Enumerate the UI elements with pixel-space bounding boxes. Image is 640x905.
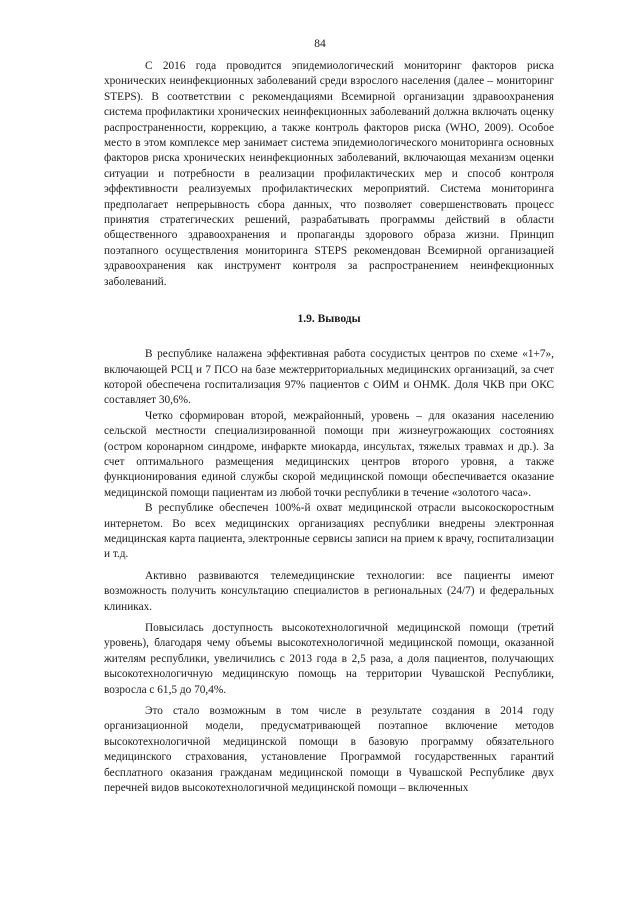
section-heading: 1.9. Выводы <box>297 313 361 326</box>
conclusion-paragraph: Активно развиваются телемедицинские технологии: все пациенты имеют возможность получить консультацию специалистов в региональных (24/7) и федеральных клиниках. <box>104 569 554 613</box>
conclusion-paragraph: В республике налажена эффективная работа сосудистых центров по схеме «1+7», включающей РСЦ и 7 ПСО на базе межтерриториальных медицинских организаций, за счет которой обеспечена госпитализация 97% пациентов с ОИМ и ОНМК. Доля ЧКВ при ОКС составляет 30,6%. <box>104 348 554 407</box>
page-number: 84 <box>314 38 326 50</box>
intro-paragraph: С 2016 года проводится эпидемиологический мониторинг факторов риска хронических неинфекционных заболеваний среди взрослого населения (далее – мониторинг STEPS). В соответствии с рекомендациями Всемирной организации здравоохранения система профилактики хронических неинфекционных заболеваний должна включать оценку распространенности, коррекцию, а также контроль факторов риска (WHO, 2009). Особое место в этом комплексе мер занимает система эпидемиологического мониторинга основных факторов риска хронических неинфекционных заболеваний, включающая механизм оценки ситуации и потребности в реализации профилактических мер и способ контроля эффективности реализуемых профилактических мероприятий. Система мониторинга предполагает непрерывность сбора данных, что позволяет совершенствовать процесс принятия стратегических решений, разрабатывать программы действий в области общественного здравоохранения и пропаганды здорового образа жизни. Принцип поэтапного осуществления мониторинга STEPS рекомендован Всемирной организацией здравоохранения как инструмент контроля за распространением неинфекционных заболеваний. <box>104 60 554 288</box>
conclusion-paragraph: Повысилась доступность высокотехнологичной медицинской помощи (третий уровень), благодаря чему объемы высокотехнологичной медицинской помощи, оказанной жителям республики, увеличились с 2013 года в 2,5 раза, а доля пациентов, получающих высокотехнологичную медицинскую помощь на территории Чувашской Республики, возросла с 61,5 до 70,4%. <box>104 622 554 696</box>
conclusion-paragraph: В республике обеспечен 100%-й охват медицинской отрасли высокоскоростным интернетом. Во всех медицинских организациях республики внедрены электронная медицинская карта пациента, электронные сервисы записи на прием к врачу, госпитализации и т.д. <box>104 502 554 561</box>
page-content <box>104 59 554 796</box>
conclusion-paragraph: Четко сформирован второй, межрайонный, уровень – для оказания населению сельской местности специализированной помощи при жизнеугрожающих состояниях (остром коронарном синдроме, инфаркте миокарда, инсультах, тяжелых травмах и др.). За счет оптимального размещения медицинских центров второго уровня, а также функционирования единой службы скорой медицинской помощи обеспечивается оказание медицинской помощи пациентам из любой точки республики в течение «золотого часа». <box>104 409 554 499</box>
conclusion-paragraph: Это стало возможным в том числе в результате создания в 2014 году организационной модели, предусматривающей поэтапное включение методов высокотехнологичной медицинской помощи в базовую программу обязательного медицинского страхования, установление Программой государственных гарантий бесплатного оказания гражданам медицинской помощи в Чувашской Республике двух перечней видов высокотехнологичной медицинской помощи – включенных <box>104 705 554 795</box>
